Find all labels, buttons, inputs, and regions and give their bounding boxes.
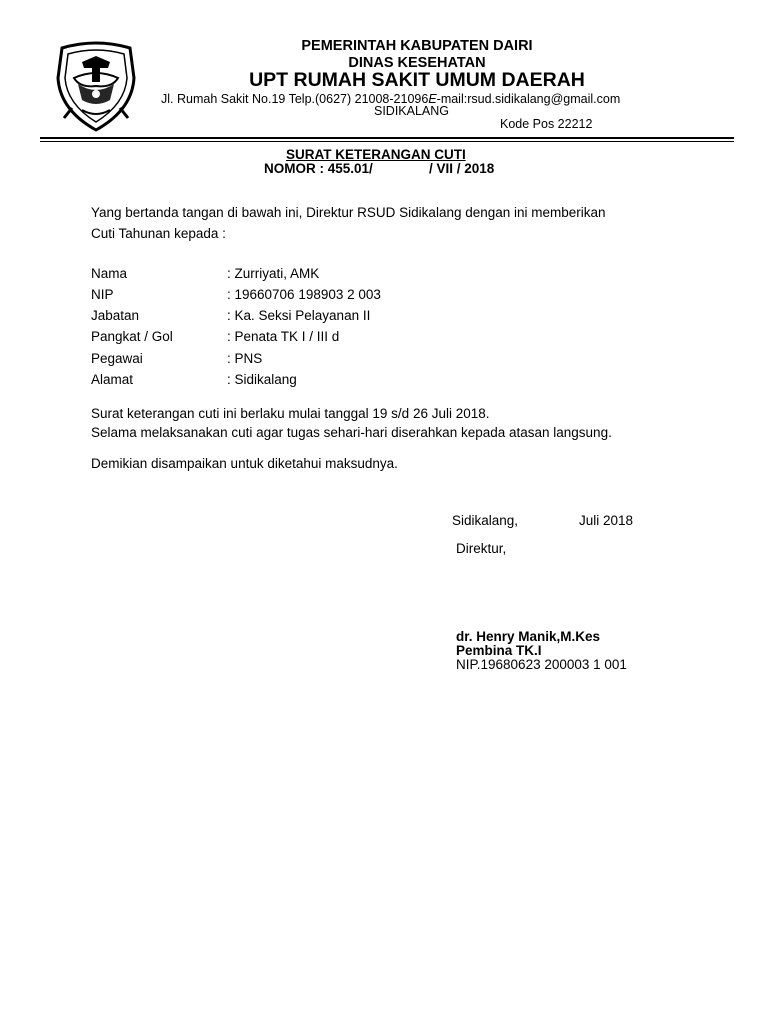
document-number-suffix: / VII / 2018 <box>429 161 495 176</box>
field-value-name: : Zurriyati, AMK <box>227 266 320 281</box>
field-value-employee-type: : PNS <box>227 351 263 366</box>
field-label-position: Jabatan <box>91 308 140 323</box>
letterhead-government: PEMERINTAH KABUPATEN DAIRI <box>301 38 533 54</box>
letterhead-rule-thick <box>40 137 734 139</box>
signature-place: Sidikalang, <box>452 513 519 528</box>
address-email-label: E <box>428 92 437 106</box>
field-label-address: Alamat <box>91 372 134 387</box>
intro-line-2: Cuti Tahunan kepada : <box>91 226 226 241</box>
address-email: -mail:rsud.sidikalang@gmail.com <box>436 92 621 106</box>
closing-paragraph: Demikian disampaikan untuk diketahui maksudnya. <box>91 456 398 471</box>
letterhead-rule-thin <box>40 141 734 142</box>
signatory-name: dr. Henry Manik,M.Kes <box>456 629 601 644</box>
field-value-rank: : Penata TK I / III d <box>227 329 340 344</box>
field-label-name: Nama <box>91 266 128 281</box>
letterhead-hospital: UPT RUMAH SAKIT UMUM DAERAH <box>249 69 585 91</box>
signature-date: Juli 2018 <box>579 513 634 528</box>
field-label-rank: Pangkat / Gol <box>91 329 173 344</box>
signature-position: Direktur, <box>456 541 507 556</box>
validity-paragraph: Surat keterangan cuti ini berlaku mulai tanggal 19 s/d 26 Juli 2018. <box>91 406 490 421</box>
letterhead-department: DINAS KESEHATAN <box>348 55 486 71</box>
letterhead-city: SIDIKALANG <box>374 104 450 118</box>
field-value-position: : Ka. Seksi Pelayanan II <box>227 308 371 323</box>
letterhead-postal-code: Kode Pos 22212 <box>500 117 593 131</box>
signatory-nip: NIP.19680623 200003 1 001 <box>456 657 627 672</box>
document-number-prefix: NOMOR : 455.01/ <box>264 161 373 176</box>
field-label-nip: NIP <box>91 287 114 302</box>
field-value-nip: : 19660706 198903 2 003 <box>227 287 381 302</box>
signatory-rank: Pembina TK.I <box>456 643 542 658</box>
intro-line-1: Yang bertanda tangan di bawah ini, Direktur RSUD Sidikalang dengan ini memberikan <box>91 205 606 220</box>
field-value-address: : Sidikalang <box>227 372 297 387</box>
field-label-employee-type: Pegawai <box>91 351 143 366</box>
address-text: Jl. Rumah Sakit No.19 Telp.(0627) 21008-21096 <box>161 92 429 106</box>
document-title: SURAT KETERANGAN CUTI <box>286 147 466 162</box>
duty-paragraph: Selama melaksanakan cuti agar tugas sehari-hari diserahkan kepada atasan langsung. <box>91 425 612 440</box>
